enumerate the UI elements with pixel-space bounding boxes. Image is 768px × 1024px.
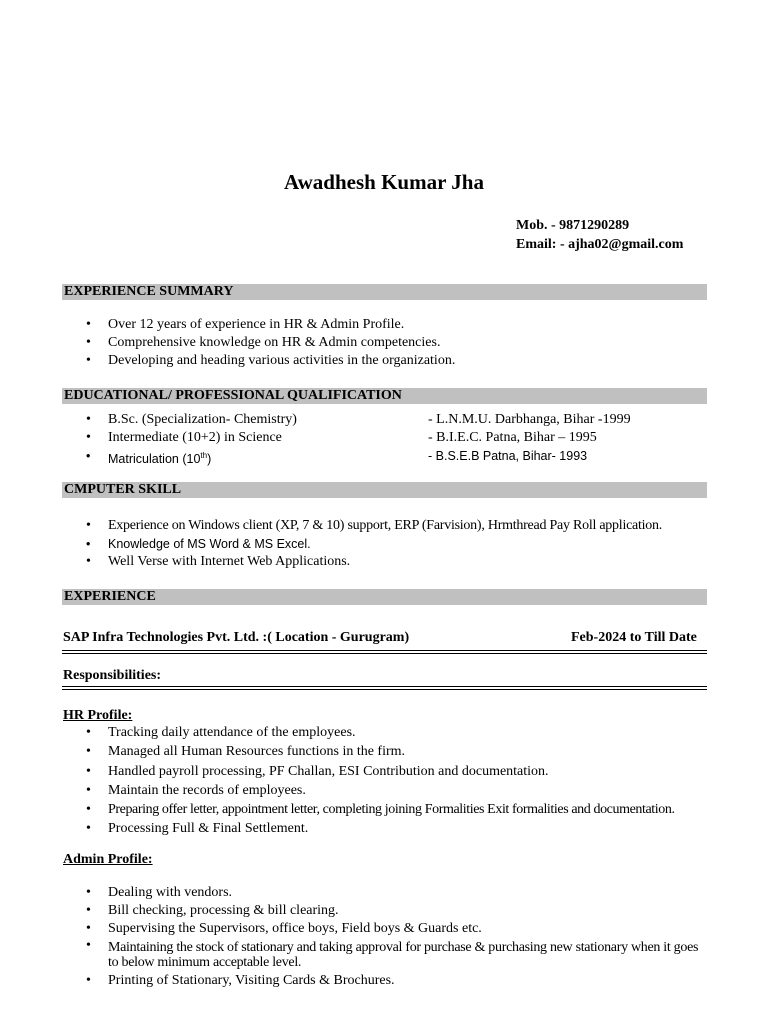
divider [62, 686, 707, 687]
institute: - B.I.E.C. Patna, Bihar – 1995 [428, 430, 597, 445]
computer-skill-list [86, 517, 662, 571]
institute: - L.N.M.U. Darbhanga, Bihar -1999 [428, 412, 631, 427]
list-item: • Developing and heading various activities in the organization. [86, 352, 455, 370]
admin-profile-list [86, 884, 708, 990]
experience-summary-list [86, 316, 455, 370]
list-item: • Bill checking, processing & bill clearing. [86, 902, 708, 920]
experience-heading: EXPERIENCE [62, 589, 707, 605]
list-item: • Printing of Stationary, Visiting Cards & Brochures. [86, 972, 708, 990]
list-item: • Processing Full & Final Settlement. [86, 820, 675, 838]
list-item: • Maintain the records of employees. [86, 782, 675, 800]
list-item: • Supervising the Supervisors, office boys, Field boys & Guards etc. [86, 920, 708, 938]
hr-profile-list [86, 724, 675, 838]
divider [62, 653, 707, 654]
list-item: • Over 12 years of experience in HR & Admin Profile. [86, 316, 455, 334]
mobile-number: Mob. - 9871290289 [516, 218, 630, 233]
list-item: • Handled payroll processing, PF Challan, ESI Contribution and documentation. [86, 762, 675, 782]
employment-period: Feb-2024 to Till Date [571, 630, 697, 645]
list-item: • Managed all Human Resources functions in the firm. [86, 742, 675, 762]
education-heading: EDUCATIONAL/ PROFESSIONAL QUALIFICATION [62, 388, 707, 404]
divider [62, 650, 707, 651]
candidate-name: Awadhesh Kumar Jha [284, 170, 484, 194]
list-item: • B.Sc. (Specialization- Chemistry) [86, 411, 297, 429]
experience-summary-heading: EXPERIENCE SUMMARY [62, 284, 707, 300]
list-item: • Matriculation (10th) [86, 447, 297, 465]
admin-profile-label: Admin Profile: [63, 852, 153, 867]
company-name: SAP Infra Technologies Pvt. Ltd. :( Location - Gurugram) [63, 630, 410, 645]
email-address: Email: - ajha02@gmail.com [516, 237, 684, 252]
list-item: • Tracking daily attendance of the employees. [86, 724, 675, 742]
list-item: • Maintaining the stock of stationary and taking approval for purchase & purchasing new stationary when it goes to below minimum acceptable level. [86, 938, 708, 972]
hr-profile-label: HR Profile: [63, 708, 133, 723]
education-list [86, 411, 297, 465]
list-item: • Experience on Windows client (XP, 7 & 10) support, ERP (Farvision), Hrmthread Pay Roll application. [86, 517, 662, 535]
responsibilities-label: Responsibilities: [63, 668, 162, 683]
list-item: • Well Verse with Internet Web Applications. [86, 553, 662, 571]
education-institutes [428, 411, 631, 465]
list-item: • Intermediate (10+2) in Science [86, 429, 297, 447]
institute: - B.S.E.B Patna, Bihar- 1993 [428, 449, 588, 463]
list-item: • Comprehensive knowledge on HR & Admin competencies. [86, 334, 455, 352]
list-item: • Preparing offer letter, appointment letter, completing joining Formalities Exit formalities and documentation. [86, 800, 675, 820]
list-item: • Dealing with vendors. [86, 884, 708, 902]
list-item: • Knowledge of MS Word & MS Excel. [86, 535, 662, 553]
divider [62, 689, 707, 690]
computer-skill-heading: CMPUTER SKILL [62, 482, 707, 498]
